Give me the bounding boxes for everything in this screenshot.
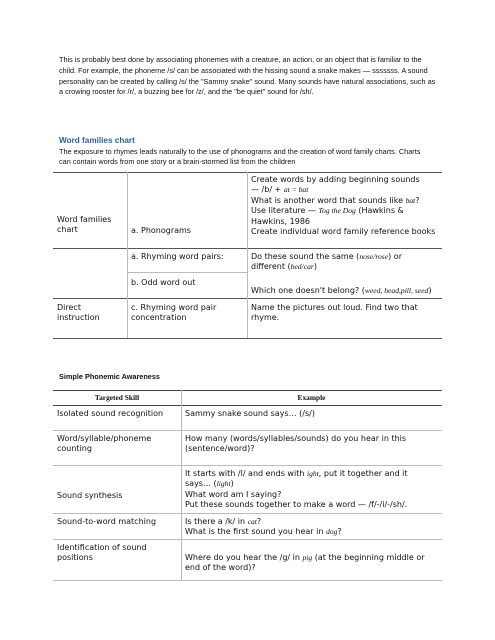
skill-sound-to-word: Sound-to-word matching (57, 517, 157, 526)
wf-category-1: Word families chart (57, 215, 112, 235)
example-sound-to-word: Is there a /k/ in cat? What is the first sound you hear in dog? (185, 517, 342, 537)
header-targeted-skill: Targeted Skill (94, 393, 140, 402)
wf-method-phonograms: a. Phonograms (131, 226, 191, 235)
wf-activity-phonograms (251, 175, 443, 237)
activity-line: Use literature — Tog the Dog (Hawkins & (251, 206, 404, 216)
skill-sound-synthesis: Sound synthesis (57, 491, 123, 500)
table-rule (53, 513, 442, 514)
table-rule (127, 272, 247, 273)
table-rule (53, 430, 442, 431)
table-rule (53, 539, 442, 540)
activity-line: Hawkins, 1986 (251, 216, 310, 226)
example-isolated-sound: Sammy snake sound says… (/s/) (185, 409, 315, 418)
word-families-table (53, 172, 442, 338)
skill-counting: Word/syllable/phoneme counting (57, 434, 152, 454)
example-sound-positions: Where do you hear the /g/ in pig (at the beginning middle or end of the word)? (185, 553, 425, 573)
table-rule (53, 338, 442, 339)
wf-category-2: Direct instruction (57, 303, 100, 323)
activity-line: What is another word that sounds like bat? (251, 195, 420, 205)
wf-activity-concentration: Name the pictures out loud. Find two that rhyme. (251, 303, 418, 323)
example-counting: How many (words/syllables/sounds) do you hear in this (sentence/word)? (185, 434, 407, 454)
intro-paragraph: This is probably best done by associating phonemes with a creature, an action, or an object that is familiar to the child. For example, the phoneme /s/ can be associated with the hissing sound a snake makes — sssssss. A sound personality can be created by calling /s/ the "Sammy snake" sound. Many sounds have natural associations, such as a crowing rooster for /r/, a buzzing bee for /z/, and the "be quiet" sound for /sh/. (59, 55, 436, 97)
phonemic-awareness-heading: Simple Phonemic Awareness (59, 372, 160, 381)
phonemic-awareness-table (53, 390, 442, 580)
header-example: Example (297, 393, 326, 402)
wf-activity-odd-word: Which one doesn't belong? (weed, bead,pill, seed) (251, 286, 432, 295)
activity-line: Create individual word family reference books (251, 227, 436, 237)
table-divider (181, 390, 182, 580)
activity-line: Create words by adding beginning sounds (251, 175, 420, 184)
wf-method-rhyming-pairs: a. Rhyming word pairs: (131, 252, 224, 261)
word-families-description: The exposure to rhymes leads naturally to the use of phonograms and the creation of word family charts. Charts can contain words from one story or a brain-stormed list from the children (59, 147, 421, 167)
wf-method-odd-word: b. Odd word out (131, 278, 196, 287)
wf-activity-rhyming-pairs: Do these sound the same (nose/rose) or different (bed/car) (251, 252, 402, 272)
word-families-heading: Word families chart (59, 136, 135, 145)
table-divider (127, 172, 128, 338)
example-sound-synthesis: It starts with /l/ and ends with ight, put it together and it says… (light) What word am I saying? Put these sounds together to make a word — /f/-/i/-/sh/. (185, 469, 408, 510)
table-rule (53, 405, 442, 406)
table-rule (53, 465, 442, 466)
table-rule (53, 390, 442, 391)
activity-line: — /b/ + at = bat (251, 185, 309, 195)
skill-isolated-sound: Isolated sound recognition (57, 409, 164, 418)
table-rule (53, 580, 442, 581)
skill-sound-positions: Identification of sound positions (57, 543, 147, 563)
wf-method-concentration: c. Rhyming word pair concentration (131, 303, 217, 323)
table-divider (247, 172, 248, 338)
